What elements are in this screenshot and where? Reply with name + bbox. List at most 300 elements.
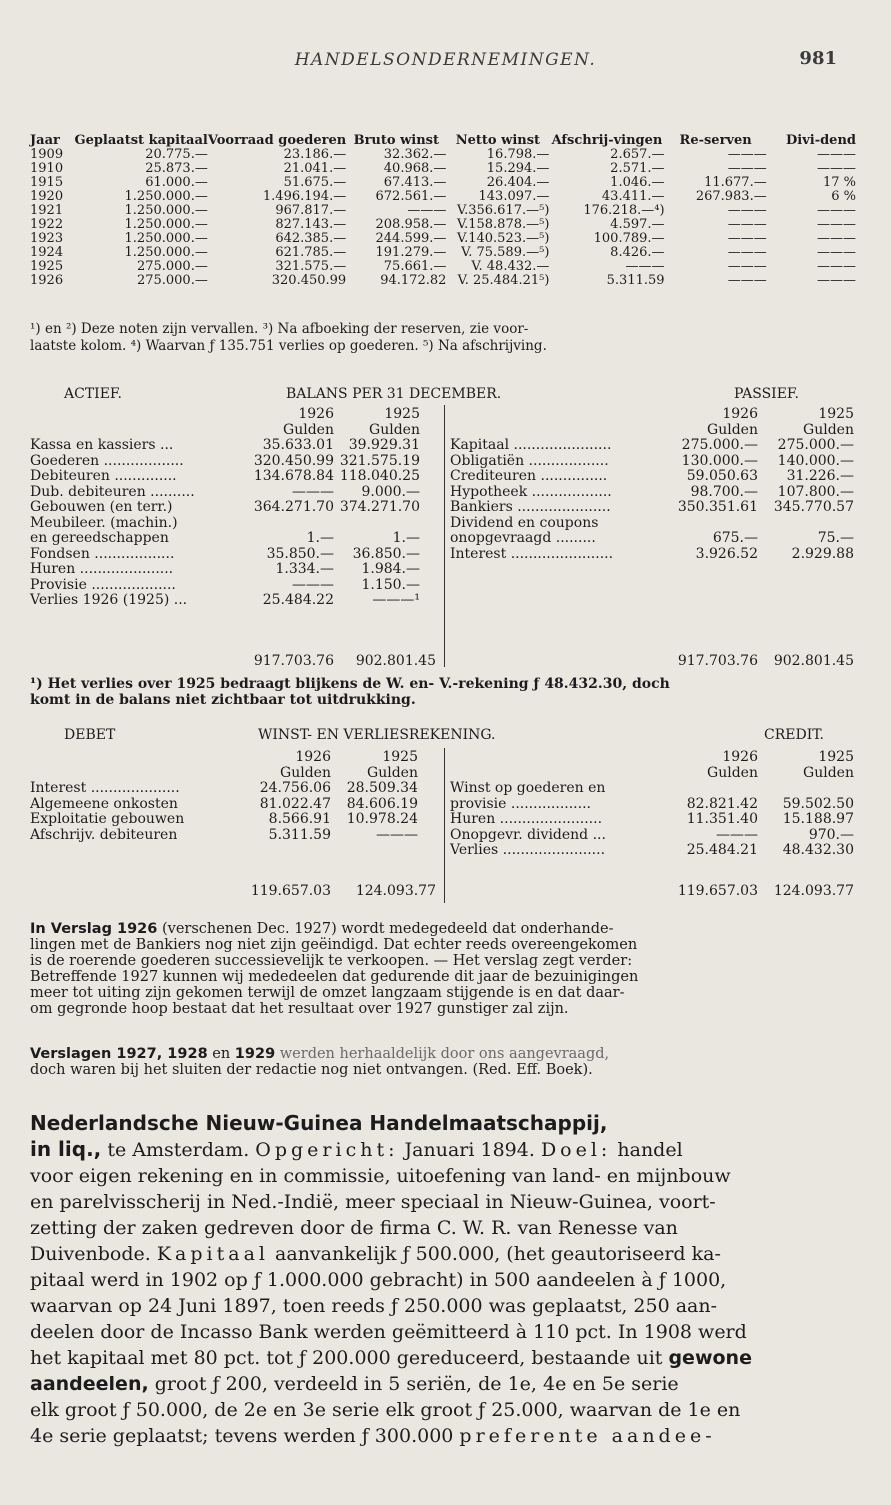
history-row-cell: ——— <box>727 231 767 246</box>
history-row-cell: ——— <box>727 273 767 288</box>
history-row-cell: ——— <box>727 147 767 162</box>
balance-footnote-2: komt in de balans niet zichtbaar tot uitdrukking. <box>30 692 416 708</box>
history-row-cell: 2.657.— <box>610 147 665 162</box>
company-line-4: en parelvisscherij in Ned.-Indië, meer speciaal in Nieuw-Guinea, voort- <box>30 1191 716 1213</box>
balance-right-row <box>450 469 854 485</box>
balance-right-row-cell: Hypotheek .................. <box>450 483 612 500</box>
history-row-cell: 11.677.— <box>704 175 767 190</box>
balance-left-row <box>30 438 420 454</box>
pnl-right-table <box>450 750 854 859</box>
history-row <box>30 218 856 232</box>
company-line-9: deelen door de Incasso Bank werden geëmitteerd à 110 pct. In 1908 werd <box>30 1321 747 1343</box>
col-header-jaar: Jaar <box>30 133 60 148</box>
history-row-cell: 827.143.— <box>275 217 347 232</box>
history-row-cell: 1.250.000.— <box>124 217 208 232</box>
year-1925: 1925 <box>818 749 854 765</box>
balance-right-row-cell: Kapitaal ...................... <box>450 437 612 453</box>
balance-left-row-cell: Fondsen .................. <box>30 545 175 562</box>
pnl-left-row-cell: 81.022.47 <box>259 795 331 812</box>
balance-left-row-cell: 36.850.— <box>352 545 420 562</box>
pnl-right-years <box>450 750 854 766</box>
balance-right-row-cell: 31.226.— <box>786 468 854 484</box>
col-header-voorraad: Voorraad goederen <box>207 133 347 148</box>
pnl-divider <box>444 748 445 903</box>
company-line-3: voor eigen rekening en in commissie, uitoefening van land- en mijnbouw <box>30 1165 731 1187</box>
history-row-cell: 1921 <box>30 203 64 218</box>
history-row-cell: 25.873.— <box>145 161 208 176</box>
unit-gulden: Gulden <box>367 764 418 781</box>
history-row <box>30 176 856 190</box>
doel-rest: handel <box>611 1139 683 1161</box>
balance-left-row-cell: 9.000.— <box>361 483 420 500</box>
balance-total-right-1925: 902.801.45 <box>773 653 854 669</box>
pnl-right-row-cell: provisie .................. <box>450 795 591 812</box>
pnl-right-row-cell: 11.351.40 <box>686 811 758 827</box>
company-line-8: waarvan op 24 Juni 1897, toen reeds ƒ 250.000 was geplaatst, 250 aan- <box>30 1295 718 1317</box>
pnl-total-left-1925: 124.093.77 <box>355 883 436 899</box>
pnl-total-right-1926: 119.657.03 <box>677 883 758 899</box>
history-row-cell: V. 75.589.—⁵) <box>461 245 550 260</box>
balance-right-row-cell: Dividend en coupons <box>450 514 599 531</box>
history-row-cell: 321.575.— <box>275 259 347 274</box>
year-1925: 1925 <box>382 749 418 765</box>
history-row-cell: 1920 <box>30 189 64 204</box>
pnl-right-row <box>450 828 854 844</box>
history-row-cell: ——— <box>727 245 767 260</box>
balance-left-row-cell: 1.984.— <box>361 561 420 577</box>
verslagen-year3: 1929 <box>234 1046 276 1062</box>
balance-left-row-cell: Kassa en kassiers ... <box>30 437 174 453</box>
pnl-center-title: WINST- EN VERLIESREKENING. <box>258 727 496 743</box>
company-line-11b: groot ƒ 200, verdeeld in 5 seriën, de 1e, 4e en 5e serie <box>148 1373 679 1395</box>
verslag-line-4: Betreffende 1927 kunnen wij mededeelen dat gedurende dit jaar de bezuinigingen <box>30 969 639 985</box>
history-row-cell: ——— <box>727 259 767 274</box>
balance-left-row <box>30 469 420 485</box>
balance-right-row-cell: 107.800.— <box>777 483 854 500</box>
pnl-right-units <box>450 766 854 782</box>
balance-left-row-cell: ——— <box>292 483 334 500</box>
history-row-cell: 1922 <box>30 217 64 232</box>
company-line-12: elk groot ƒ 50.000, de 2e en 3e serie elk groot ƒ 25.000, waarvan de 1e en <box>30 1399 741 1421</box>
balance-left-row <box>30 547 420 563</box>
pnl-right-row-cell: Huren ....................... <box>450 811 603 827</box>
verslag-line-1: (verschenen Dec. 1927) wordt medegedeeld dat onderhande- <box>157 921 614 937</box>
verslag-line-5: meer tot uiting zijn gekomen terwijl de omzet langzaam stijgende is en dat daar- <box>30 985 625 1001</box>
pnl-right-row-cell: 25.484.21 <box>686 842 758 858</box>
balance-left-units <box>30 423 420 439</box>
history-row <box>30 232 856 246</box>
balance-left-row-cell: 25.484.22 <box>262 592 334 608</box>
history-header-row <box>30 114 856 148</box>
balance-total-left-1926: 917.703.76 <box>253 653 334 669</box>
history-row-cell: ——— <box>817 245 856 260</box>
pnl-right-row-cell: 970.— <box>808 826 854 843</box>
balance-right-row-cell: 275.000.— <box>681 437 758 453</box>
unit-gulden: Gulden <box>707 764 758 781</box>
pnl-left-row-cell: 24.756.06 <box>259 780 331 796</box>
verslagen-lead: Verslagen 1927, 1928 <box>30 1046 208 1062</box>
history-row-cell: ——— <box>407 203 447 218</box>
company-line-13a: 4e serie geplaatst; tevens werden ƒ 300.000 <box>30 1425 460 1447</box>
gewone-label: gewone <box>668 1347 752 1369</box>
balance-right-row-cell: 75.— <box>817 530 854 546</box>
balance-right-row-cell: 98.700.— <box>690 483 758 500</box>
company-location: te Amsterdam. <box>101 1139 256 1161</box>
balance-left-row-cell: Huren ..................... <box>30 561 174 577</box>
history-row-cell: V.140.523.—⁵) <box>456 231 550 246</box>
balance-left-row-cell <box>334 516 420 532</box>
history-row-cell: ——— <box>817 217 856 232</box>
history-row-cell: 21.041.— <box>283 161 347 176</box>
history-row-cell: 143.097.— <box>478 189 550 204</box>
balance-left-row-cell: 134.678.84 <box>253 468 334 484</box>
unit-gulden: Gulden <box>283 421 334 438</box>
pnl-right-row-cell: Verlies ....................... <box>450 842 606 858</box>
balance-right-row-cell: 2.929.88 <box>791 545 854 562</box>
aandeelen-label: aandeelen, <box>30 1373 149 1395</box>
history-row-cell: 4.597.— <box>610 217 665 232</box>
balance-right-table <box>450 407 854 562</box>
pnl-left-row-cell: 84.606.19 <box>346 795 418 812</box>
unit-gulden: Gulden <box>280 764 331 781</box>
history-row-cell: 1924 <box>30 245 64 260</box>
history-row-cell: 1915 <box>30 175 64 190</box>
pnl-left-row-cell: 5.311.59 <box>268 826 331 843</box>
pnl-right-row-cell: 15.188.97 <box>782 811 854 827</box>
pnl-left-row-cell: ——— <box>376 826 418 843</box>
balance-left-row-cell: Goederen .................. <box>30 452 184 469</box>
history-row <box>30 274 856 288</box>
history-row-cell: V.356.617.—⁵) <box>456 203 550 218</box>
history-row-cell: ——— <box>817 161 856 176</box>
company-name-suffix: in liq., <box>30 1137 102 1161</box>
history-row-cell: 1.250.000.— <box>124 245 208 260</box>
balance-right-row-cell <box>672 516 758 532</box>
pnl-left-row-cell: Interest .................... <box>30 780 180 796</box>
history-row-cell: 20.775.— <box>145 147 208 162</box>
history-row-cell: 16.798.— <box>486 147 550 162</box>
pnl-left-years <box>30 750 418 766</box>
balance-left-row-cell: Debiteuren .............. <box>30 468 177 484</box>
balance-left-title: ACTIEF. <box>64 386 122 402</box>
history-row-cell: 208.958.— <box>375 217 447 232</box>
history-row-cell: ——— <box>817 203 856 218</box>
col-header-netto: Netto winst <box>455 133 541 148</box>
balance-right-units <box>450 423 854 439</box>
history-row <box>30 246 856 260</box>
pnl-left-row-cell: Afschrijv. debiteuren <box>30 826 178 843</box>
pnl-right-row-cell <box>672 781 758 797</box>
balance-right-row <box>450 454 854 470</box>
history-row-cell: 15.294.— <box>486 161 550 176</box>
balance-right-row-cell: 345.770.57 <box>773 499 854 515</box>
pnl-left-row <box>30 797 418 813</box>
balance-left-row-cell: 39.929.31 <box>348 437 420 453</box>
unit-gulden: Gulden <box>803 421 854 438</box>
company-line-10a: het kapitaal met 80 pct. tot ƒ 200.000 gereduceerd, bestaande uit <box>30 1347 669 1369</box>
balance-left-row-cell: ———¹ <box>372 592 420 608</box>
col-header-bruto: Bruto winst <box>353 133 439 148</box>
year-1925: 1925 <box>384 406 420 422</box>
company-line-6a: Duivenbode. <box>30 1243 157 1265</box>
balance-left-row-cell: 35.850.— <box>266 545 334 562</box>
company-name: Nederlandsche Nieuw-Guinea Handelmaatschappij, <box>30 1111 608 1135</box>
history-row-cell: 40.968.— <box>383 161 447 176</box>
balance-left-row-cell: 321.575.19 <box>339 452 420 469</box>
history-row-cell: 1925 <box>30 259 64 274</box>
year-1926: 1926 <box>722 406 758 422</box>
history-row-cell: 1.046.— <box>610 175 665 190</box>
history-row-cell: 267.983.— <box>695 189 767 204</box>
balance-left-row-cell: Verlies 1926 (1925) ... <box>30 592 188 608</box>
balance-right-row-cell: Interest ....................... <box>450 545 614 562</box>
pnl-left-row <box>30 828 418 844</box>
pnl-left-row <box>30 781 418 797</box>
pnl-left-units <box>30 766 418 782</box>
pnl-right-row-cell <box>758 781 854 797</box>
balance-left-row-cell: en gereedschappen <box>30 530 169 546</box>
balance-left-row <box>30 593 420 609</box>
history-row-cell: V. 48.432.— <box>471 259 550 274</box>
verslag-1926-paragraph <box>30 921 862 1017</box>
pnl-left-row-cell: 28.509.34 <box>346 780 418 796</box>
balance-right-row-cell: 130.000.— <box>681 452 758 469</box>
pnl-total-right-1925: 124.093.77 <box>773 883 854 899</box>
balance-right-title: PASSIEF. <box>734 386 799 402</box>
unit-gulden: Gulden <box>803 764 854 781</box>
history-row <box>30 162 856 176</box>
balance-left-row-cell <box>250 516 334 532</box>
history-row-cell: 75.661.— <box>383 259 447 274</box>
pnl-right-row-cell: 59.502.50 <box>782 795 854 812</box>
history-row-cell: 94.172.82 <box>380 273 447 288</box>
doel-label: Doel: <box>540 1139 612 1161</box>
history-row-cell: 61.000.— <box>145 175 208 190</box>
balance-footnote-1: ¹) Het verlies over 1925 bedraagt blijkens de W. en- V.-rekening ƒ 48.432.30, doch <box>30 676 670 692</box>
history-row-cell: 672.561.— <box>375 189 447 204</box>
balance-left-row-cell: Gebouwen (en terr.) <box>30 499 173 515</box>
unit-gulden: Gulden <box>369 421 420 438</box>
history-row-cell: 275.000.— <box>136 259 208 274</box>
pnl-right-row-cell: 82.821.42 <box>686 795 758 812</box>
balance-left-row-cell: 118.040.25 <box>339 468 420 484</box>
balance-right-row-cell: Crediteuren ............... <box>450 468 608 484</box>
pnl-left-row-cell: Algemeene onkosten <box>30 795 178 812</box>
pnl-right-row-cell: 48.432.30 <box>782 842 854 858</box>
balance-right-row-cell: 140.000.— <box>777 452 854 469</box>
balance-left-row <box>30 485 420 501</box>
balance-left-row <box>30 578 420 594</box>
history-row-cell: 23.186.— <box>283 147 347 162</box>
history-row-cell: 8.426.— <box>610 245 665 260</box>
history-row-cell: 1.250.000.— <box>124 189 208 204</box>
history-row-cell: 1.250.000.— <box>124 203 208 218</box>
balance-left-row <box>30 454 420 470</box>
balance-left-row-cell: 1.334.— <box>275 561 334 577</box>
balance-left-row-cell: 1.— <box>392 530 420 546</box>
company-line-5: zetting der zaken gedreven door de firma C. W. R. van Renesse van <box>30 1217 678 1239</box>
preferente-label: preferente aandee- <box>459 1425 716 1447</box>
history-row-cell: 1923 <box>30 231 64 246</box>
balance-right-row-cell: 59.050.63 <box>686 468 758 484</box>
history-row-cell: 51.675.— <box>283 175 347 190</box>
verslagen-line-2: doch waren bij het sluiten der redactie nog niet ontvangen. (Red. Eff. Boek). <box>30 1062 593 1078</box>
pnl-right-row <box>450 781 854 797</box>
kapitaal-label: Kapitaal <box>156 1243 269 1265</box>
balance-left-row-cell: 1.— <box>306 530 334 546</box>
history-row-cell: 176.218.—⁴) <box>583 203 665 218</box>
history-row-cell: V. 25.484.21⁵) <box>457 273 550 288</box>
balance-right-row-cell: 350.351.61 <box>677 499 758 515</box>
history-row-cell: V.158.878.—⁵) <box>456 217 550 232</box>
history-row-cell: 100.789.— <box>593 231 665 246</box>
balance-right-years <box>450 407 854 423</box>
verslagen-paragraph <box>30 1046 862 1078</box>
history-row-cell: 1910 <box>30 161 64 176</box>
pnl-right-row <box>450 843 854 859</box>
history-row-cell: 642.385.— <box>275 231 347 246</box>
balance-right-row-cell: Obligatiën .................. <box>450 452 609 469</box>
opgericht-label: Opgericht: <box>255 1139 399 1161</box>
pnl-left-row <box>30 812 418 828</box>
pnl-left-row-cell: 8.566.91 <box>268 811 331 827</box>
history-note-1: ¹) en ²) Deze noten zijn vervallen. ³) Na afboeking der reserven, zie voor- <box>30 321 529 337</box>
history-row <box>30 148 856 162</box>
pnl-right-row <box>450 812 854 828</box>
history-row-cell: ——— <box>727 203 767 218</box>
pnl-total-left-1926: 119.657.03 <box>250 883 331 899</box>
balance-left-row-cell: Meubileer. (machin.) <box>30 514 178 531</box>
pnl-left-row-cell: 10.978.24 <box>346 811 418 827</box>
history-row-cell: 17 % <box>822 175 856 190</box>
balance-left-years <box>30 407 420 423</box>
balance-right-row-cell: onopgevraagd ......... <box>450 530 596 546</box>
history-row-cell: ——— <box>727 217 767 232</box>
balance-left-row <box>30 531 420 547</box>
verslag-line-6: om gegronde hoop bestaat dat het resultaat over 1927 gunstiger zal zijn. <box>30 1001 569 1017</box>
company-line-6b: aanvankelijk ƒ 500.000, (het geautoriseerd ka- <box>269 1243 721 1265</box>
pnl-right-row-cell: Onopgevr. dividend ... <box>450 826 606 843</box>
history-row-cell: 67.413.— <box>383 175 447 190</box>
history-row-cell: ——— <box>817 147 856 162</box>
history-row-cell: 26.404.— <box>486 175 550 190</box>
year-1925: 1925 <box>818 406 854 422</box>
unit-gulden: Gulden <box>707 421 758 438</box>
pnl-right-row <box>450 797 854 813</box>
pnl-right-title: CREDIT. <box>764 727 824 743</box>
col-header-kapitaal: Geplaatst kapitaal <box>74 133 208 148</box>
pnl-right-row-cell: Winst op goederen en <box>450 780 606 796</box>
balance-left-row-cell: 1.150.— <box>361 576 420 593</box>
verslagen-mid: en <box>207 1046 235 1062</box>
history-row-cell: 1.496.194.— <box>262 189 347 204</box>
history-row-cell: 1909 <box>30 147 64 162</box>
balance-right-row <box>450 547 854 563</box>
history-row <box>30 204 856 218</box>
year-1926: 1926 <box>295 749 331 765</box>
history-table <box>30 114 856 288</box>
page-number: 981 <box>799 48 837 69</box>
history-row-cell: 967.817.— <box>275 203 347 218</box>
pnl-left-row-cell: Exploitatie gebouwen <box>30 811 185 827</box>
balance-left-row-cell: 35.633.01 <box>262 437 334 453</box>
balance-left-row <box>30 516 420 532</box>
pnl-left-title: DEBET <box>64 727 116 743</box>
balance-right-row-cell: 3.926.52 <box>695 545 758 562</box>
balance-right-row-cell: 675.— <box>712 530 758 546</box>
balance-right-row <box>450 485 854 501</box>
balance-right-row-cell: Bankiers ..................... <box>450 499 611 515</box>
history-row-cell: ——— <box>625 259 665 274</box>
col-header-afschrijvingen: Afschrij-vingen <box>551 133 663 148</box>
history-row-cell: ——— <box>727 161 767 176</box>
balance-left-row-cell: 374.271.70 <box>339 499 420 515</box>
balance-left-table <box>30 407 420 609</box>
history-row-cell: 244.599.— <box>375 231 447 246</box>
history-row-cell: 2.571.— <box>610 161 665 176</box>
history-row-cell: ——— <box>817 273 856 288</box>
history-row-cell: ——— <box>817 231 856 246</box>
balance-left-row-cell: Provisie ................... <box>30 576 176 593</box>
history-row-cell: 1.250.000.— <box>124 231 208 246</box>
company-entry <box>30 1110 862 1449</box>
history-row-cell: 5.311.59 <box>606 273 665 288</box>
year-1926: 1926 <box>298 406 334 422</box>
company-line-7: pitaal werd in 1902 op ƒ 1.000.000 gebracht) in 500 aandeelen à ƒ 1000, <box>30 1269 727 1291</box>
balance-left-row-cell: Dub. debiteuren .......... <box>30 483 195 500</box>
opgericht-value: Januari 1894. <box>398 1139 541 1161</box>
col-header-reserven: Re-serven <box>679 133 752 148</box>
history-note-2: laatste kolom. ⁴) Waarvan ƒ 135.751 verlies op goederen. ⁵) Na afschrijving. <box>30 338 547 354</box>
verslag-1926-lead: In Verslag 1926 <box>30 921 158 937</box>
pnl-right-row-cell: ——— <box>716 826 758 843</box>
balance-left-row <box>30 500 420 516</box>
balance-right-row-cell: 275.000.— <box>777 437 854 453</box>
verslagen-rest: werden herhaaldelijk door ons aangevraagd, <box>275 1046 610 1062</box>
balance-right-row-cell <box>758 516 854 532</box>
history-row-cell: 275.000.— <box>136 273 208 288</box>
balance-left-row <box>30 562 420 578</box>
balance-right-row <box>450 500 854 516</box>
balance-left-row-cell: 320.450.99 <box>253 452 334 469</box>
balance-right-row <box>450 516 854 532</box>
running-header-title: HANDELSONDERNEMINGEN. <box>294 50 597 70</box>
balance-divider <box>444 405 445 667</box>
verslag-line-3: is de roerende goederen successievelijk te verkoopen. — Het verslag zegt verder: <box>30 953 633 969</box>
history-row-cell: 320.450.99 <box>271 273 347 288</box>
history-row-cell: 621.785.— <box>275 245 347 260</box>
pnl-left-table <box>30 750 418 843</box>
history-row-cell: 32.362.— <box>383 147 447 162</box>
year-1926: 1926 <box>722 749 758 765</box>
history-row-cell: 1926 <box>30 273 64 288</box>
history-row-cell: 6 % <box>831 189 856 204</box>
history-row-cell: 191.279.— <box>375 245 447 260</box>
balance-center-title: BALANS PER 31 DECEMBER. <box>286 386 502 402</box>
verslag-line-2: lingen met de Bankiers nog niet zijn geëindigd. Dat echter reeds overeengekomen <box>30 937 638 953</box>
balance-right-row <box>450 438 854 454</box>
history-row-cell: ——— <box>817 259 856 274</box>
balance-total-right-1926: 917.703.76 <box>677 653 758 669</box>
history-row-cell: 43.411.— <box>601 189 665 204</box>
balance-left-row-cell: 364.271.70 <box>253 499 334 515</box>
balance-total-left-1925: 902.801.45 <box>355 653 436 669</box>
col-header-dividend: Divi-dend <box>785 133 856 148</box>
balance-right-row <box>450 531 854 547</box>
balance-left-row-cell: ——— <box>292 576 334 593</box>
history-row <box>30 190 856 204</box>
history-row <box>30 260 856 274</box>
